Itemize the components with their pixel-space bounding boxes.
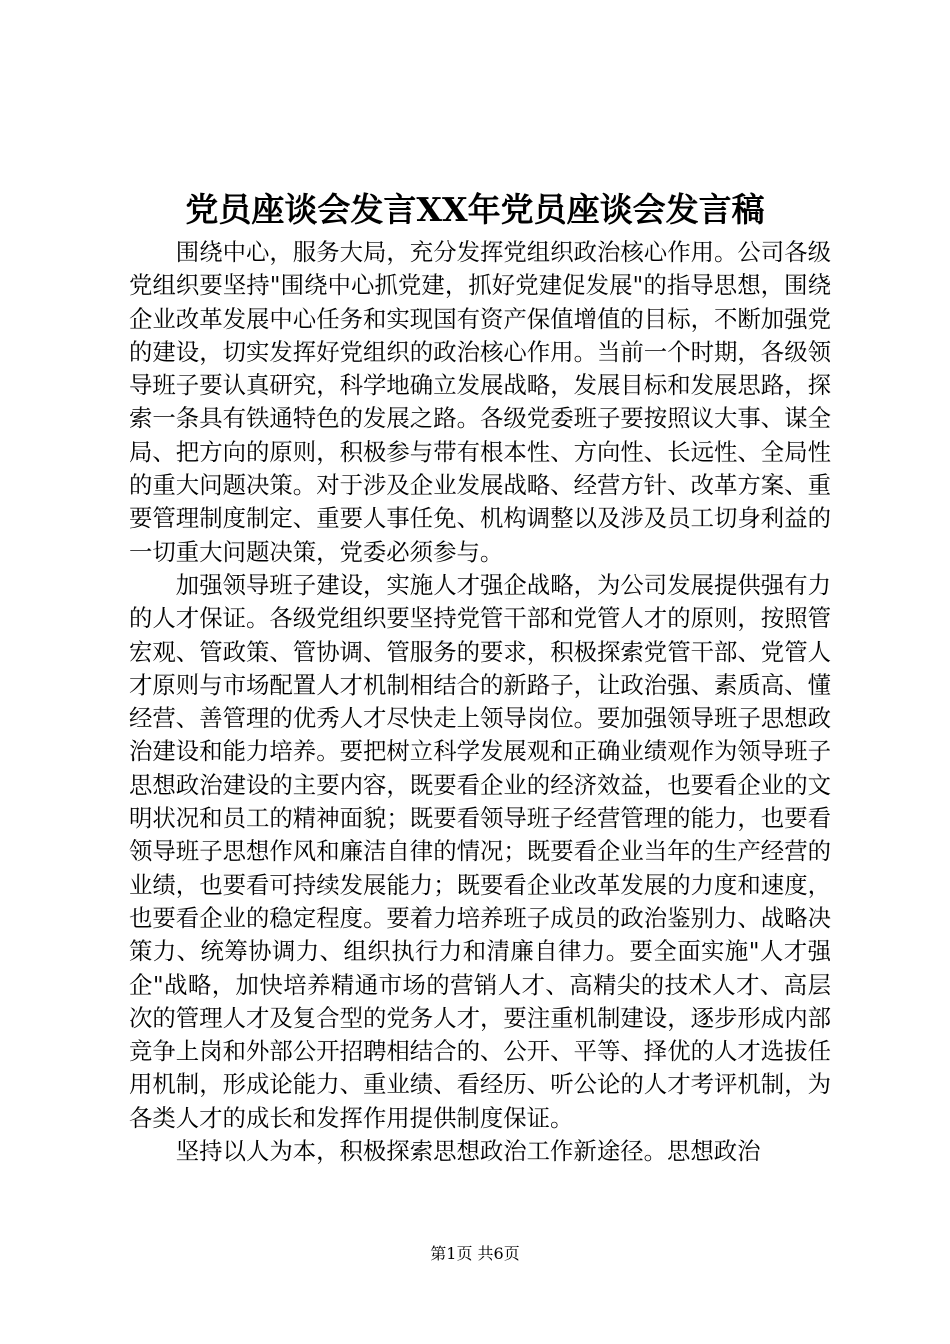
document-title: 党员座谈会发言XX年党员座谈会发言稿 [185, 190, 765, 229]
page-number-footer: 第1页 共6页 [430, 1244, 520, 1263]
document-body [129, 236, 831, 1168]
paragraph-2: 加强领导班子建设，实施人才强企战略，为公司发展提供强有力的人才保证。各级党组织要坚持党管干部和党管人才的原则，按照管宏观、管政策、管协调、管服务的要求，积极探索党管干部、党管人才原则与市场配置人才机制相结合的新路子，让政治强、素质高、懂经营、善管理的优秀人才尽快走上领导岗位。要加强领导班子思想政治建设和能力培养。要把树立科学发展观和正确业绩观作为领导班子思想政治建设的主要内容，既要看企业的经济效益，也要看企业的文明状况和员工的精神面貌；既要看领导班子经营管理的能力，也要看领导班子思想作风和廉洁自律的情况；既要看企业当年的生产经营的业绩，也要看可持续发展能力；既要看企业改革发展的力度和速度，也要看企业的稳定程度。要着力培养班子成员的政治鉴别力、战略决策力、统筹协调力、组织执行力和清廉自律力。要全面实施"人才强企"战略，加快培养精通市场的营销人才、高精尖的技术人才、高层次的管理人才及复合型的党务人才，要注重机制建设，逐步形成内部竞争上岗和外部公开招聘相结合的、公开、平等、择优的人才选拔任用机制，形成论能力、重业绩、看经历、听公论的人才考评机制，为各类人才的成长和发挥作用提供制度保证。 [129, 570, 831, 1132]
paragraph-3: 坚持以人为本，积极探索思想政治工作新途径。思想政治 [175, 1137, 761, 1166]
paragraph-1: 围绕中心，服务大局，充分发挥党组织政治核心作用。公司各级党组织要坚持"围绕中心抓党建，抓好党建促发展"的指导思想，围绕企业改革发展中心任务和实现国有资产保值增值的目标，不断加强党的建设，切实发挥好党组织的政治核心作用。当前一个时期，各级领导班子要认真研究，科学地确立发展战略，发展目标和发展思路，探索一条具有铁通特色的发展之路。各级党委班子要按照议大事、谋全局、把方向的原则，积极参与带有根本性、方向性、长远性、全局性的重大问题决策。对于涉及企业发展战略、经营方针、改革方案、重要管理制度制定、重要人事任免、机构调整以及涉及员工切身利益的一切重大问题决策，党委必须参与。 [129, 238, 831, 566]
